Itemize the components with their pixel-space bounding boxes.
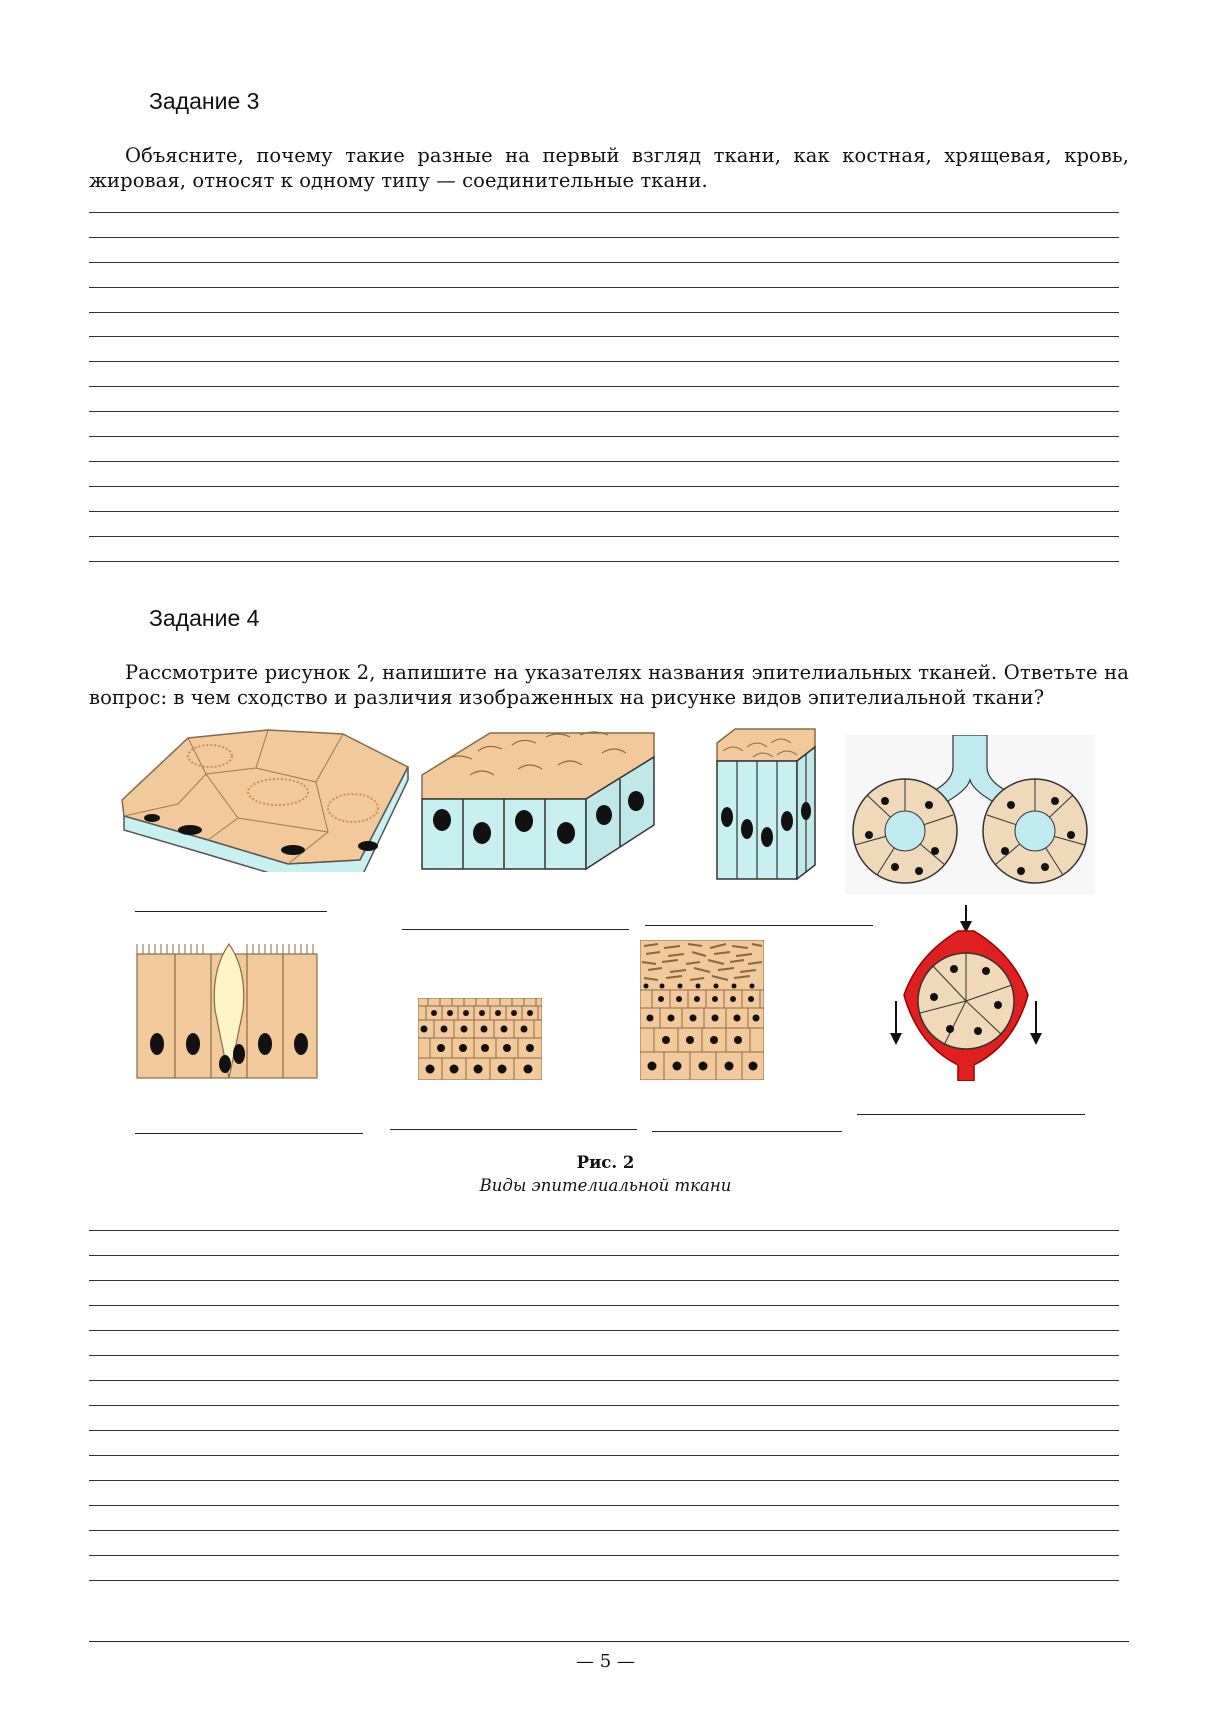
answer-line[interactable] [89, 1505, 1119, 1506]
answer-line[interactable] [89, 262, 1119, 263]
label-line-ciliated[interactable] [135, 1133, 363, 1134]
label-line-single-layer[interactable] [390, 1129, 637, 1130]
page-number: — 5 — [576, 1651, 635, 1672]
cuboidal-epithelium-illustration [418, 725, 658, 890]
figure-caption: Виды эпителиальной ткани [479, 1176, 732, 1195]
answer-line[interactable] [89, 1555, 1119, 1556]
answer-line[interactable] [89, 1430, 1119, 1431]
label-line-glandular[interactable] [857, 1114, 1085, 1115]
glandular-epithelium-illustration [845, 735, 1095, 895]
answer-line[interactable] [89, 1280, 1119, 1281]
label-line-cuboidal[interactable] [402, 929, 629, 930]
answer-line[interactable] [89, 1455, 1119, 1456]
answer-line[interactable] [89, 237, 1119, 238]
answer-line[interactable] [89, 287, 1119, 288]
answer-line[interactable] [89, 1405, 1119, 1406]
flat-epithelium-illustration [118, 722, 413, 872]
answer-line[interactable] [89, 1580, 1119, 1581]
answer-line[interactable] [89, 486, 1119, 487]
answer-line[interactable] [89, 336, 1119, 337]
answer-line[interactable] [89, 511, 1119, 512]
answer-line[interactable] [89, 436, 1119, 437]
footer-rule [89, 1641, 1129, 1642]
answer-line[interactable] [89, 1355, 1119, 1356]
answer-line[interactable] [89, 1480, 1119, 1481]
columnar-epithelium-illustration [713, 725, 823, 885]
answer-line[interactable] [89, 312, 1119, 313]
answer-line[interactable] [89, 461, 1119, 462]
answer-line[interactable] [89, 1255, 1119, 1256]
answer-line[interactable] [89, 536, 1119, 537]
single-layer-surface-illustration [418, 998, 542, 1080]
answer-line[interactable] [89, 1230, 1119, 1231]
task4-heading: Задание 4 [149, 605, 260, 631]
stratified-surface-illustration [640, 940, 764, 1080]
task3-text: Объясните, почему такие разные на первый взгляд ткани, как костная, хрящевая, кровь, жировая, относят к одному типу — соединительные ткани. [89, 144, 1129, 192]
task3-heading: Задание 3 [149, 88, 260, 114]
answer-line[interactable] [89, 212, 1119, 213]
answer-line[interactable] [89, 1380, 1119, 1381]
answer-line[interactable] [89, 1330, 1119, 1331]
ciliated-epithelium-illustration [135, 940, 320, 1080]
label-line-flat[interactable] [135, 911, 327, 912]
answer-line[interactable] [89, 561, 1119, 562]
label-line-columnar[interactable] [645, 925, 873, 926]
label-line-stratified[interactable] [652, 1131, 842, 1132]
answer-line[interactable] [89, 411, 1119, 412]
answer-line[interactable] [89, 1305, 1119, 1306]
figure-label: Рис. 2 [576, 1153, 635, 1172]
gland-with-vessel-illustration [888, 905, 1044, 1081]
answer-line[interactable] [89, 361, 1119, 362]
task4-text: Рассмотрите рисунок 2, напишите на указателях названия эпителиальных тканей. Ответьте на вопрос: в чем сходство и различия изображенных на рисунке видов эпителиальной ткани? [89, 661, 1129, 709]
answer-line[interactable] [89, 1530, 1119, 1531]
answer-line[interactable] [89, 386, 1119, 387]
